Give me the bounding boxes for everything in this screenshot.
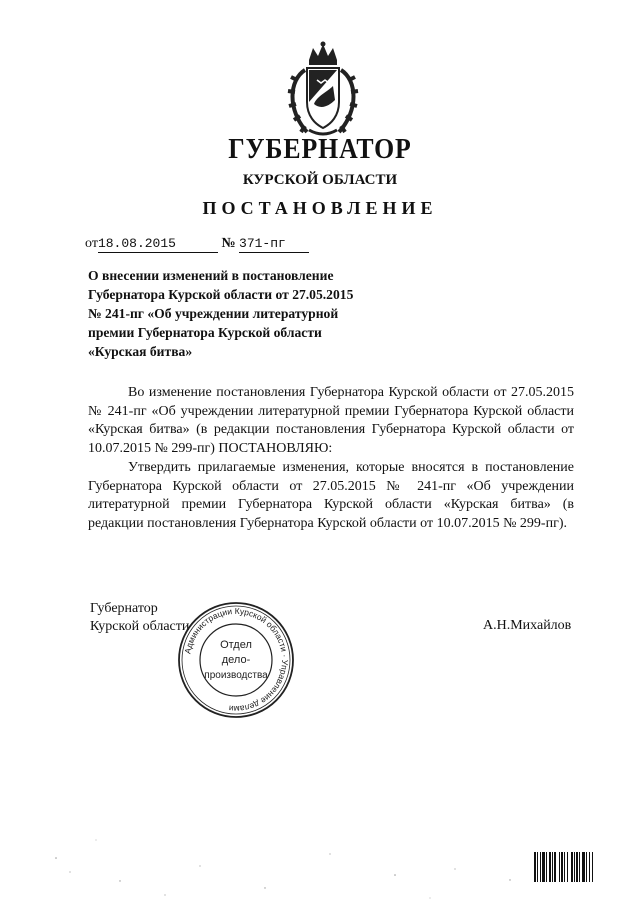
barcode-bar: [546, 852, 547, 882]
page-title: ГУБЕРНАТОР: [228, 134, 412, 165]
barcode-bar: [559, 852, 560, 882]
signatory-position: [90, 600, 189, 636]
stamp-center-line: дело-: [221, 654, 251, 666]
body-paragraph: Во изменение постановления Губернатора Курской области от 27.05.2015 № 241-пг «Об учреждении литературной премии Губернатора Курской области «Курская битва» (в редакции постановления Губернатора Курской области от 10.07.2015 № 299-пг) ПОСТАНОВЛЯЮ:: [88, 385, 574, 456]
date-prefix: от: [85, 236, 98, 251]
barcode-bar: [571, 852, 573, 882]
barcode-bar: [576, 852, 578, 882]
barcode-bar: [586, 852, 587, 882]
barcode-bar: [592, 852, 593, 882]
subject-line: О внесении изменений в постановление: [88, 268, 334, 283]
barcode-bar: [537, 852, 538, 882]
signatory-position-line: Губернатор: [90, 601, 158, 616]
barcode-bar: [534, 852, 536, 882]
subject-line: премии Губернатора Курской области: [88, 325, 322, 340]
barcode-bar: [574, 852, 575, 882]
subject-line: «Курская битва»: [88, 344, 193, 359]
barcode-bar: [552, 852, 553, 882]
subject-line: № 241-пг «Об учреждении литературной: [88, 306, 339, 321]
document-number: 371-пг: [239, 236, 286, 251]
region-subtitle: КУРСКОЙ ОБЛАСТИ: [242, 172, 398, 188]
barcode-bar: [579, 852, 580, 882]
document-body: [88, 384, 574, 533]
coat-of-arms-emblem: [283, 40, 363, 138]
barcode-bar: [549, 852, 551, 882]
barcode-bar: [567, 852, 568, 882]
barcode-bar: [554, 852, 556, 882]
body-paragraph: Утвердить прилагаемые изменения, которые вносятся в постановление Губернатора Курской области от 27.05.2015 № 241-пг «Об учреждении литературной премии Губернатора Курской области «Курская битва» (в редакции постановления Губернатора Курской области от 10.07.2015 № 299-пг).: [88, 460, 574, 531]
stamp-ring-text: Администрации Курской области · Управление делами: [182, 605, 291, 715]
barcode: [534, 852, 616, 882]
barcode-bar: [561, 852, 563, 882]
barcode-bar: [582, 852, 585, 882]
document-date: 18.08.2015: [97, 236, 176, 251]
date-number-line: [85, 236, 309, 253]
barcode-bar: [589, 852, 590, 882]
signatory-name: А.Н.Михайлов: [483, 618, 572, 633]
number-sign: №: [221, 236, 236, 251]
document-type: ПОСТАНОВЛЕНИЕ: [202, 198, 438, 218]
stamp-center-line: производства: [204, 670, 268, 681]
official-stamp: [176, 600, 296, 720]
document-subject: [88, 266, 408, 361]
barcode-bar: [542, 852, 545, 882]
barcode-bar: [540, 852, 541, 882]
subject-line: Губернатора Курской области от 27.05.2015: [88, 287, 354, 302]
signatory-position-line: Курской области: [90, 619, 190, 634]
barcode-bar: [564, 852, 565, 882]
stamp-center-line: Отдел: [220, 639, 252, 651]
